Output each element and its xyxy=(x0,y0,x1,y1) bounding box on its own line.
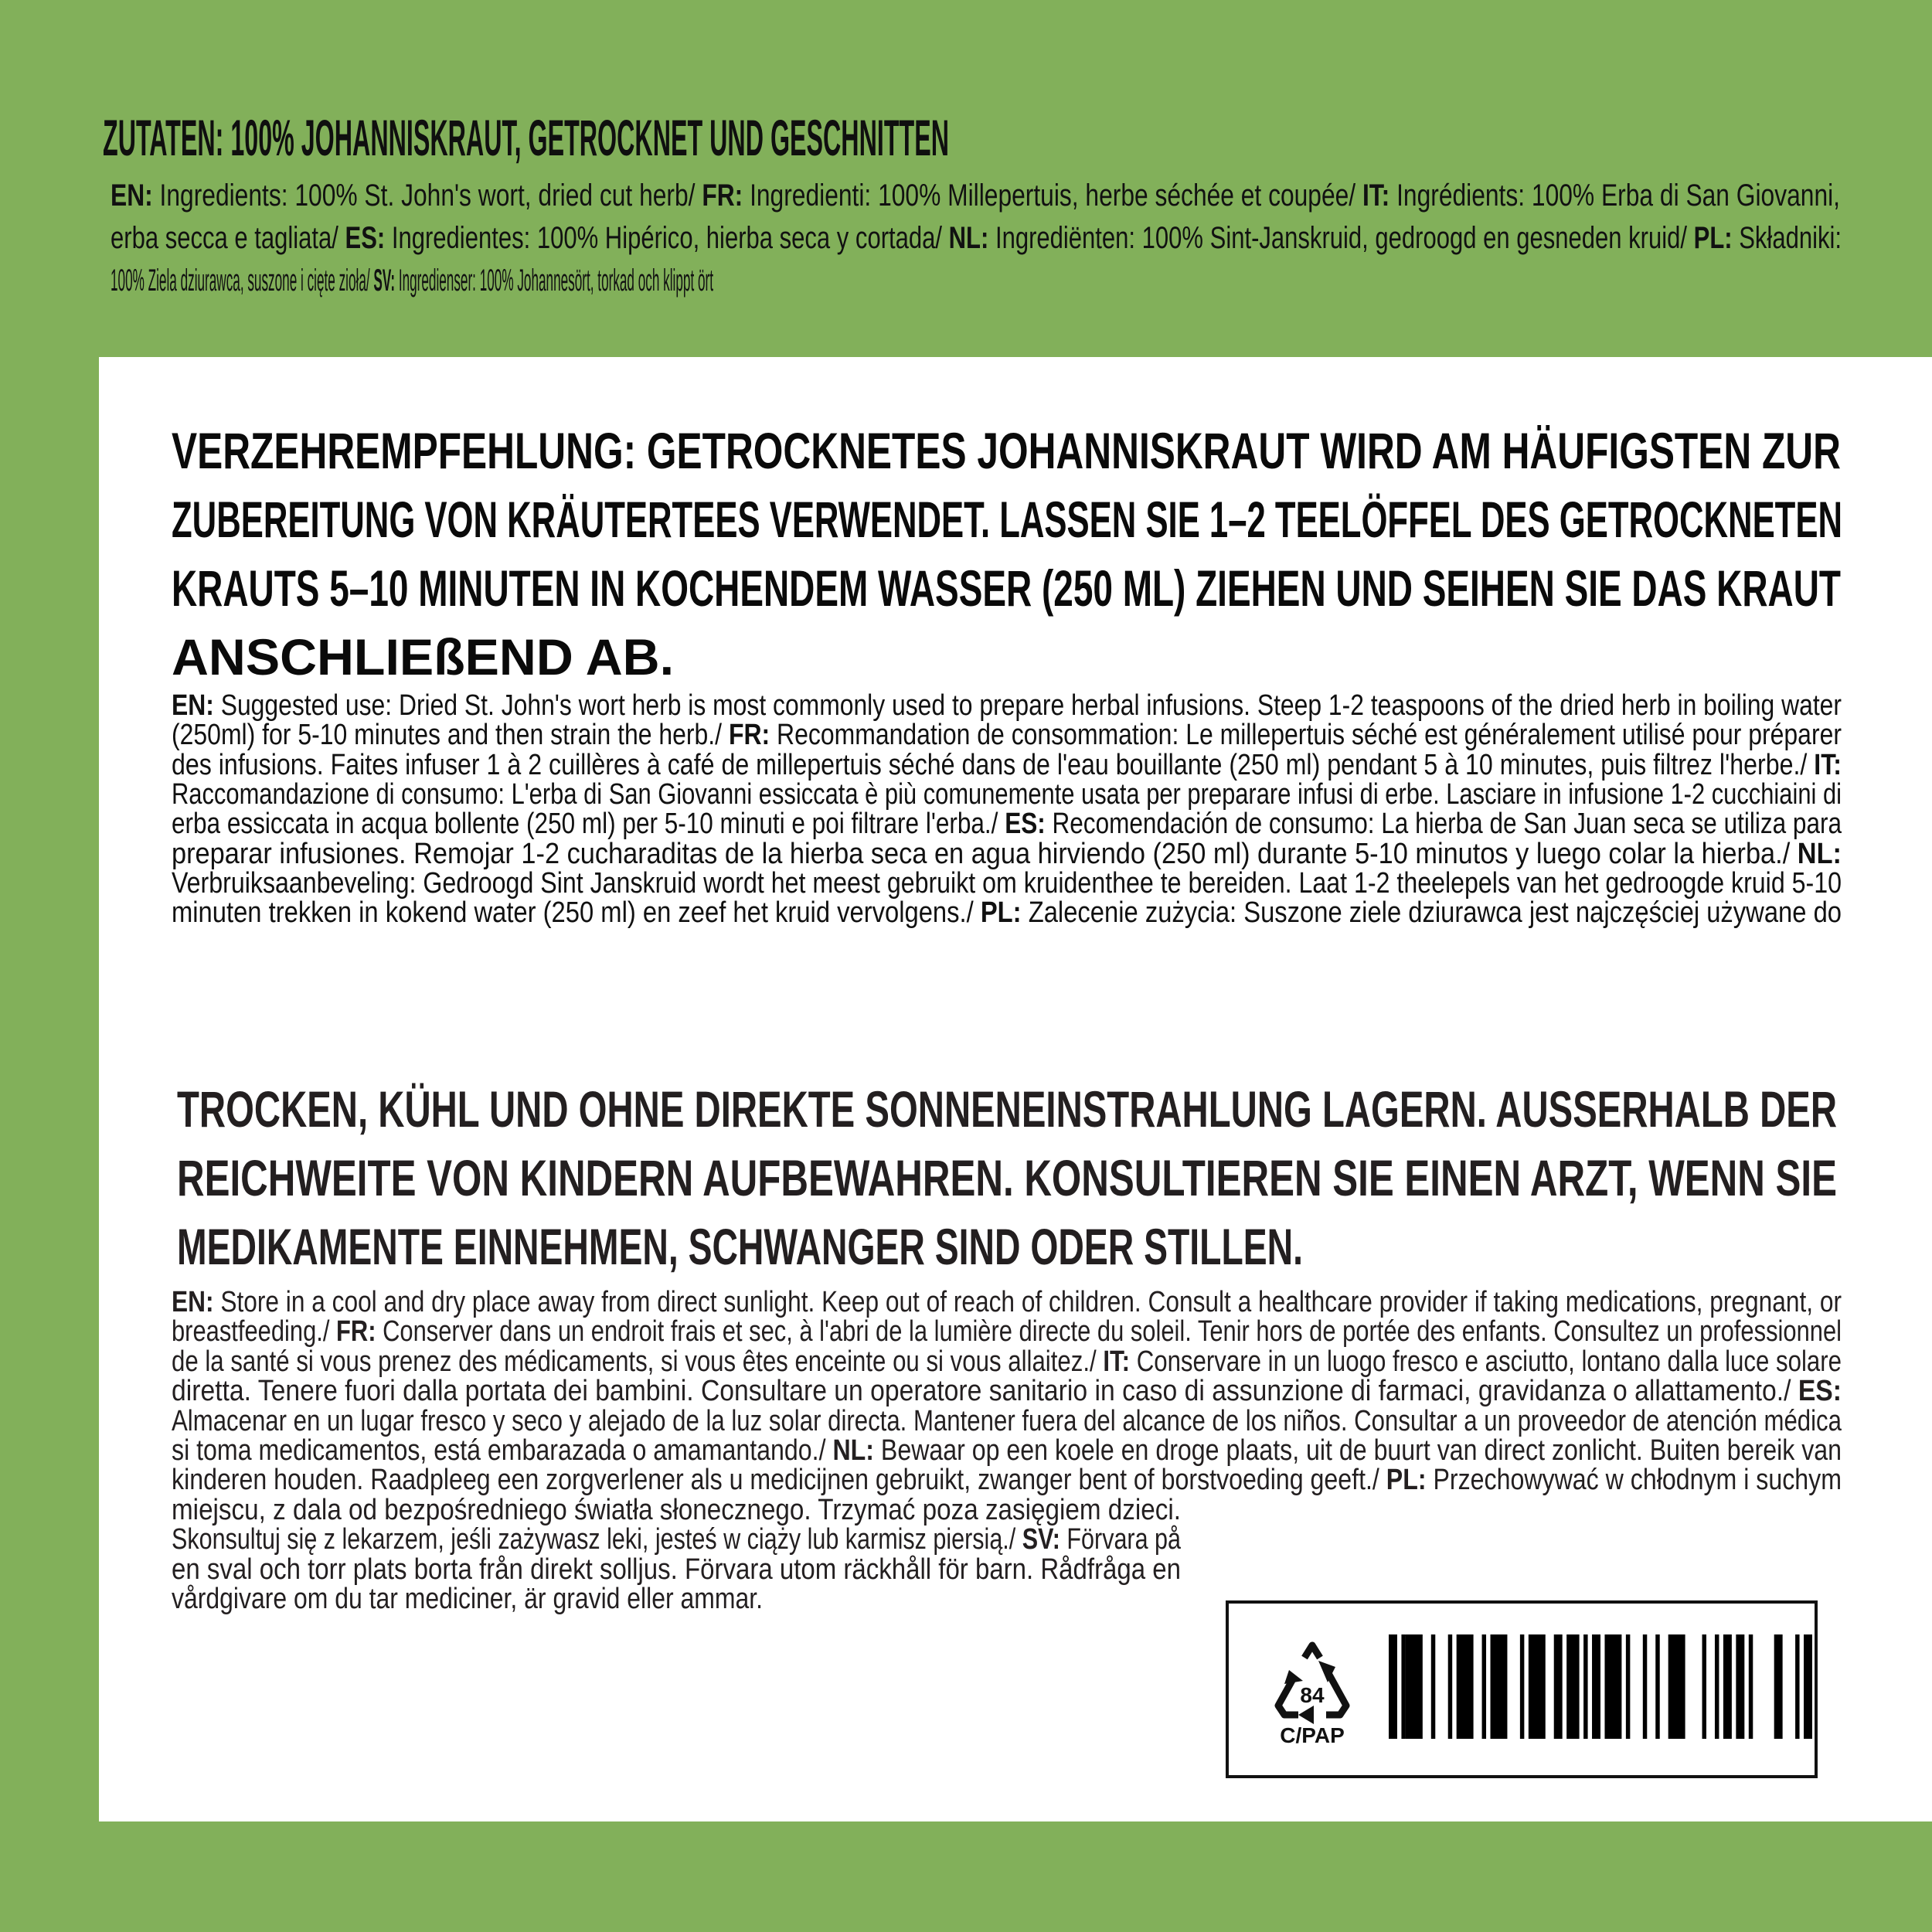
text-run: kinderen houden. Raadpleeg een zorgverlener als u medicijnen gebruikt, zwanger bent of borstvoeding geeft./ xyxy=(172,1464,1386,1497)
text-run: Składniki: xyxy=(1732,221,1842,255)
language-label: SV: xyxy=(373,264,396,298)
barcode-bar xyxy=(1592,1634,1600,1739)
barcode-bar xyxy=(1626,1634,1630,1739)
barcode-bar xyxy=(1389,1634,1397,1739)
storage-heading-line: TROCKEN, KÜHL UND OHNE DIREKTE SONNENEINSTRAHLUNG LAGERN. AUSSERHALB DER xyxy=(177,1080,1837,1138)
barcode-bar xyxy=(1482,1634,1486,1739)
text-run: erba essiccata in acqua bollente (250 ml) per 5-10 minuti e poi filtrare l'erba./ xyxy=(172,808,1005,841)
barcode-bar xyxy=(1702,1634,1706,1739)
storage-line xyxy=(172,1434,1932,1468)
text-run: Bewaar op een koele en droge plaats, uit de buurt van direct zonlicht. Buiten bereik van xyxy=(873,1434,1842,1467)
text-run: miejscu, z dala od bezpośredniego światła słonecznego. Trzymać poza zasięgiem dzieci. xyxy=(172,1493,1181,1526)
barcode-bar xyxy=(1406,1634,1423,1739)
barcode-bar xyxy=(1723,1634,1732,1739)
language-label: ES: xyxy=(1798,1375,1842,1408)
barcode-bar xyxy=(1795,1634,1799,1739)
language-label: NL: xyxy=(1797,837,1842,870)
text-run: minuten trekken in kokend water (250 ml) en zeef het kruid vervolgens./ xyxy=(172,896,981,930)
language-label: NL: xyxy=(832,1434,874,1467)
text-run: des infusions. Faites infuser 1 à 2 cuillères à café de millepertuis séché dans de l'eau bouillante (250 ml) pendant 5 à 10 minutes, puis filtrez l'herbe./ xyxy=(172,748,1815,781)
text-run: Conserver dans un endroit frais et sec, à l'abri de la lumière directe du soleil. Tenir hors de portée des enfants. Consultez un professionnel xyxy=(376,1315,1842,1349)
text-run: breastfeeding./ xyxy=(172,1315,337,1349)
text-run: de la santé si vous prenez des médicaments, si vous êtes enceinte ou si vous allaitez./ xyxy=(172,1345,1104,1378)
recycle-material: C/PAP xyxy=(1280,1723,1345,1747)
storage-line xyxy=(172,1553,1334,1587)
barcode-bar xyxy=(1749,1634,1753,1739)
barcode-bar xyxy=(1554,1634,1563,1739)
text-run: (250ml) for 5-10 minutes and then strain the herb./ xyxy=(172,719,729,752)
barcode-bar xyxy=(1668,1634,1685,1739)
recycle-code: 84 xyxy=(1300,1683,1325,1707)
language-label: EN: xyxy=(172,1286,214,1318)
language-label: PL: xyxy=(980,896,1022,930)
barcode-bar xyxy=(1431,1634,1435,1739)
text-run: Raccomandazione di consumo: L'erba di San Giovanni essiccata è più comunemente usata per preparare infusi di erbe. Lasciare in infusione 1-2 cucchiaini di xyxy=(172,777,1842,811)
barcode-bar xyxy=(1736,1634,1744,1739)
ingredients-line xyxy=(111,176,1932,215)
text-run: Almacenar en un lugar fresco y seco y alejado de la luz solar directa. Mantener fuera del alcance de los niños. Consultar a un proveedor de atención médica xyxy=(172,1404,1842,1437)
usage-line xyxy=(172,896,1932,930)
storage-line xyxy=(172,1345,1932,1379)
text-run: Ingredienser: 100% Johannesört, torkad och klippt ört xyxy=(395,264,713,298)
language-label: EN: xyxy=(172,689,214,722)
text-run: Ingrédients: 100% Erba di San Giovanni, xyxy=(1389,179,1840,213)
ingredients-title: ZUTATEN: 100% JOHANNISKRAUT, GETROCKNET UND GESCHNITTEN xyxy=(103,109,949,166)
barcode-bar xyxy=(1804,1634,1812,1739)
language-label: NL: xyxy=(948,221,989,255)
recycle-triangle-icon xyxy=(1266,1634,1359,1750)
text-run: diretta. Tenere fuori dalla portata dei bambini. Consultare un operatore sanitario in caso di assunzione di farmaci, gravidanza o allattamento./ xyxy=(172,1375,1798,1408)
storage-heading-line: MEDIKAMENTE EINNEHMEN, SCHWANGER SIND ODER STILLEN. xyxy=(177,1218,1303,1275)
language-label: FR: xyxy=(728,719,770,752)
language-label: SV: xyxy=(1022,1523,1060,1556)
storage-line xyxy=(172,1493,1325,1527)
language-label: IT: xyxy=(1103,1345,1131,1378)
text-run: Recomendación de consumo: La hierba de San Juan seca se utiliza para xyxy=(1045,808,1842,841)
barcode-bar xyxy=(1448,1634,1452,1739)
usage-heading-line: ANSCHLIEßEND AB. xyxy=(172,628,674,685)
text-run: Förvara på xyxy=(1060,1523,1181,1556)
packaging-codes-box xyxy=(1226,1600,1818,1778)
text-run: Ingrediënten: 100% Sint-Janskruid, gedroogd en gesneden kruid/ xyxy=(988,221,1694,255)
barcode-bar xyxy=(1529,1634,1546,1739)
barcode-bar xyxy=(1655,1634,1659,1739)
text-run: si toma medicamentos, está embarazada o amamantando./ xyxy=(172,1434,833,1467)
barcode-bar xyxy=(1715,1634,1719,1739)
storage-line xyxy=(172,1285,1932,1319)
storage-line xyxy=(172,1315,1932,1349)
language-label: PL: xyxy=(1386,1464,1427,1497)
barcode-bar xyxy=(1643,1634,1647,1739)
storage-heading-line: REICHWEITE VON KINDERN AUFBEWAHREN. KONSULTIEREN SIE EINEN ARZT, WENN SIE xyxy=(177,1149,1837,1206)
barcode-bar xyxy=(1583,1634,1587,1739)
text-run: en sval och torr plats borta från direkt solljus. Förvara utom räckhåll för barn. Rådfråga en xyxy=(172,1553,1181,1586)
text-run: vårdgivare om du tar mediciner, är gravid eller ammar. xyxy=(172,1583,763,1615)
language-label: EN: xyxy=(111,179,153,213)
text-run: Verbruiksaanbeveling: Gedroogd Sint Janskruid wordt het meest gebruikt om kruidenthee te bereiden. Laat 1-2 theelepels van het gedroogde kruid 5-10 xyxy=(172,866,1842,900)
storage-line xyxy=(172,1522,1428,1556)
ingredients-line xyxy=(111,219,1932,257)
language-label: PL: xyxy=(1693,221,1733,255)
language-label: ES: xyxy=(345,221,386,255)
usage-heading-line: VERZEHREMPFEHLUNG: GETROCKNETES JOHANNISKRAUT WIRD AM HÄUFIGSTEN ZUR xyxy=(172,422,1841,479)
text-run: Zalecenie zużycia: Suszone ziele dziurawca jest najczęściej używane do xyxy=(1021,896,1842,930)
barcode-bar xyxy=(1491,1634,1508,1739)
usage-heading-line: KRAUTS 5–10 MINUTEN IN KOCHENDEM WASSER (250 ML) ZIEHEN UND SEIHEN SIE DAS KRAUT xyxy=(172,560,1841,617)
barcode-icon xyxy=(1389,1634,1812,1739)
text-run: preparar infusiones. Remojar 1-2 cucharaditas de la hierba seca en agua hirviendo (250 ml) durante 5-10 minutos y luego colar la hierba./ xyxy=(172,837,1798,870)
storage-line xyxy=(172,1582,875,1616)
text-run: Ingredients: 100% St. John's wort, dried cut herb/ xyxy=(152,179,702,213)
text-run: Skonsultuj się z lekarzem, jeśli zażywasz leki, jesteś w ciąży lub karmisz piersią./ xyxy=(172,1523,1022,1556)
text-run: Conservare in un luogo fresco e asciutto, lontano dalla luce solare xyxy=(1130,1345,1842,1378)
barcode-bar xyxy=(1457,1634,1474,1739)
ingredients-line xyxy=(111,261,1516,300)
text-run: 100% Ziela dziurawca, suszone i cięte zioła/ xyxy=(111,264,374,298)
usage-heading-line: ZUBEREITUNG VON KRÄUTERTEES VERWENDET. LASSEN SIE 1–2 TEELÖFFEL DES GETROCKNETEN xyxy=(172,491,1842,548)
language-label: ES: xyxy=(1005,808,1046,841)
barcode-bar xyxy=(1604,1634,1621,1739)
text-run: Suggested use: Dried St. John's wort herb is most commonly used to prepare herbal infusions. Steep 1-2 teaspoons of the dried herb in boiling water xyxy=(213,689,1842,722)
storage-line xyxy=(172,1404,1932,1438)
language-label: FR: xyxy=(336,1315,376,1349)
storage-line xyxy=(172,1374,1932,1408)
language-label: IT: xyxy=(1814,748,1842,781)
storage-line xyxy=(172,1463,1932,1497)
barcode-bar xyxy=(1520,1634,1524,1739)
text-run: erba secca e tagliata/ xyxy=(111,221,345,255)
barcode-bar xyxy=(1774,1634,1783,1739)
barcode-bar xyxy=(1566,1634,1579,1739)
barcode-bar xyxy=(1401,1634,1405,1739)
language-label: IT: xyxy=(1362,179,1390,213)
text-run: Przechowywać w chłodnym i suchym xyxy=(1426,1464,1842,1497)
language-label: FR: xyxy=(702,179,743,213)
text-run: Store in a cool and dry place away from direct sunlight. Keep out of reach of children. Consult a healthcare provider if taking medications, pregnant, or xyxy=(213,1286,1842,1318)
text-run: Ingredienti: 100% Millepertuis, herbe séchée et coupée/ xyxy=(743,179,1362,213)
text-run: Ingredientes: 100% Hipérico, hierba seca y cortada/ xyxy=(385,221,949,255)
text-run: Recommandation de consommation: Le millepertuis séché est généralement utilisé pour préparer xyxy=(770,719,1842,752)
